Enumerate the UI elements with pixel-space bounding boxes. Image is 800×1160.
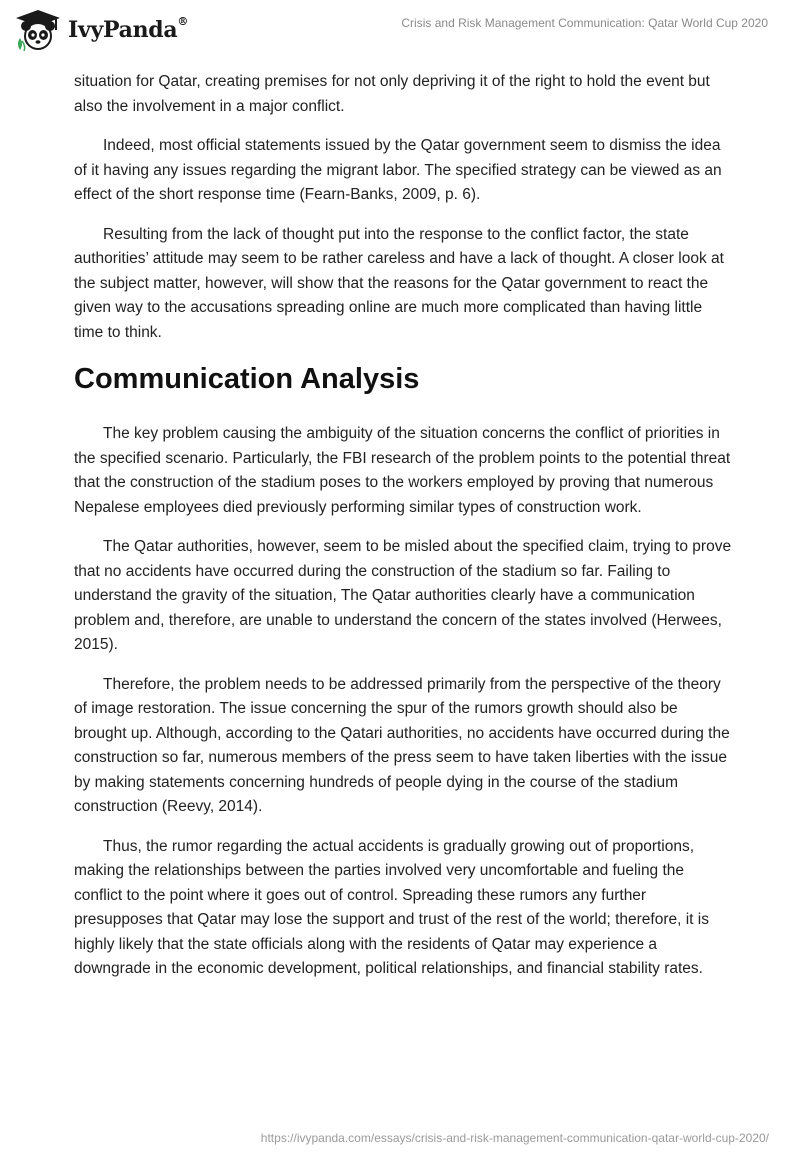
ivypanda-logo[interactable]	[14, 8, 188, 52]
panda-mascot-icon	[14, 8, 62, 52]
paragraph: Thus, the rumor regarding the actual accidents is gradually growing out of proportions, making the relationships between the parties involved very uncomfortable and fueling the conflict to the point where it goes out of control. Spreading these rumors any further presupposes that Qatar may lose the support and trust of the rest of the world; therefore, it is highly likely that the state officials along with the residents of Qatar may experience a downgrade in the economic development, political relationships, and financial stability rates.	[74, 837, 709, 977]
paragraph: Resulting from the lack of thought put into the response to the conflict factor, the state authorities’ attitude may seem to be rather careless and have a lack of thought. A closer look at the subject matter, however, will show that the reasons for the Qatar government to react the given way to the accusations spreading online are much more complicated than having little time to think.	[74, 225, 724, 341]
footer-url-link[interactable]: https://ivypanda.com/essays/crisis-and-risk-management-communication-qatar-world-cup-2020/	[260, 1131, 769, 1145]
paragraph: The Qatar authorities, however, seem to be misled about the specified claim, trying to prove that no accidents have occurred during the construction of the stadium so far. Failing to understand the gravity of the situation, The Qatar authorities clearly have a communication problem and, therefore, are unable to understand the concern of the states involved (Herwees, 2015).	[74, 538, 732, 653]
running-title: Crisis and Risk Management Communication: Qatar World Cup 2020	[401, 16, 768, 30]
article-body	[74, 70, 734, 997]
section-heading: Communication Analysis	[74, 363, 420, 395]
paragraph: The key problem causing the ambiguity of the situation concerns the conflict of priorities in the specified scenario. Particularly, the FBI research of the problem points to the potential threat that the construction of the stadium poses to the workers employed by proving that numerous Nepalese employees died previously performing similar types of construction work.	[74, 425, 731, 516]
page-header	[0, 0, 800, 70]
paragraph: Indeed, most official statements issued by the Qatar government seem to dismiss the idea of it having any issues regarding the migrant labor. The specified strategy can be viewed as an effect of the short response time (Fearn-Banks, 2009, p. 6).	[74, 137, 722, 203]
logo-wordmark: IvyPanda®	[68, 15, 189, 43]
paragraph: Therefore, the problem needs to be addressed primarily from the perspective of the theory of image restoration. The issue concerning the spur of the rumors growth should also be brought up. Although, according to the Qatari authorities, no accidents have occurred during the construction so far, numerous members of the press seem to have taken liberties with the issue by making statements concerning hundreds of people dying in the course of the stadium construction (Reevy, 2014).	[74, 675, 730, 815]
paragraph: situation for Qatar, creating premises for not only depriving it of the right to hold the event but also the involvement in a major conflict.	[74, 73, 710, 115]
